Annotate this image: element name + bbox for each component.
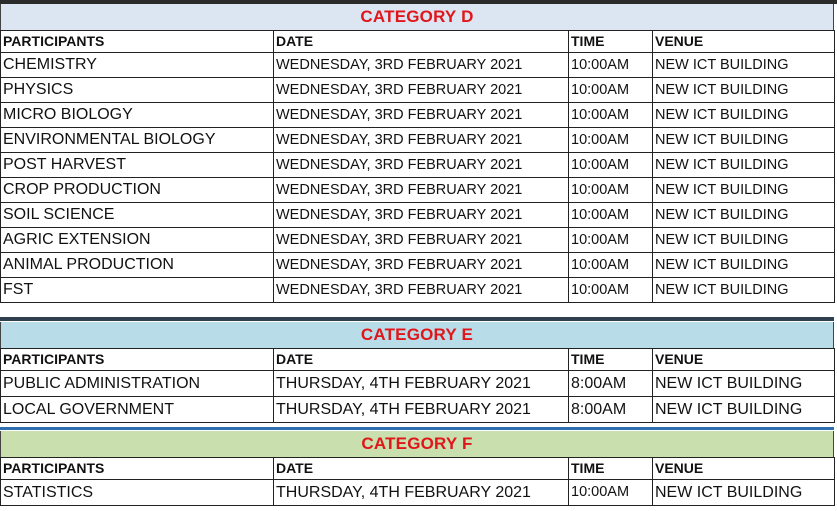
venue-cell: NEW ICT BUILDING: [653, 480, 835, 506]
time-cell: 10:00AM: [569, 480, 653, 506]
table-row: [1, 103, 835, 128]
table-header-row: [1, 349, 835, 371]
header-date: DATE: [274, 349, 569, 371]
time-cell: 10:00AM: [569, 178, 653, 203]
participants-cell: FST: [1, 278, 274, 303]
table-row: [1, 153, 835, 178]
participants-cell: POST HARVEST: [1, 153, 274, 178]
participants-cell: PHYSICS: [1, 78, 274, 103]
table-row: [1, 178, 835, 203]
date-cell: WEDNESDAY, 3RD FEBRUARY 2021: [274, 178, 569, 203]
date-cell: WEDNESDAY, 3RD FEBRUARY 2021: [274, 78, 569, 103]
table-row: [1, 480, 835, 506]
header-time: TIME: [569, 31, 653, 53]
table-row: [1, 78, 835, 103]
participants-cell: CHEMISTRY: [1, 53, 274, 78]
table-row: [1, 203, 835, 228]
header-time: TIME: [569, 458, 653, 480]
date-cell: WEDNESDAY, 3RD FEBRUARY 2021: [274, 278, 569, 303]
table-row: [1, 53, 835, 78]
table-row: [1, 371, 835, 397]
venue-cell: NEW ICT BUILDING: [653, 153, 835, 178]
venue-cell: NEW ICT BUILDING: [653, 253, 835, 278]
venue-cell: NEW ICT BUILDING: [653, 228, 835, 253]
time-cell: 8:00AM: [569, 397, 653, 423]
time-cell: 10:00AM: [569, 203, 653, 228]
table-row: [1, 253, 835, 278]
category-f-section: [0, 431, 834, 506]
venue-cell: NEW ICT BUILDING: [653, 53, 835, 78]
participants-cell: SOIL SCIENCE: [1, 203, 274, 228]
section-divider: [0, 317, 834, 321]
header-venue: VENUE: [653, 31, 835, 53]
header-participants: PARTICIPANTS: [1, 458, 274, 480]
category-e-section: [0, 322, 834, 423]
date-cell: WEDNESDAY, 3RD FEBRUARY 2021: [274, 53, 569, 78]
header-participants: PARTICIPANTS: [1, 31, 274, 53]
venue-cell: NEW ICT BUILDING: [653, 397, 835, 423]
header-participants: PARTICIPANTS: [1, 349, 274, 371]
table-header-row: [1, 458, 835, 480]
participants-cell: LOCAL GOVERNMENT: [1, 397, 274, 423]
section-divider: [0, 427, 834, 430]
time-cell: 10:00AM: [569, 53, 653, 78]
time-cell: 10:00AM: [569, 278, 653, 303]
venue-cell: NEW ICT BUILDING: [653, 203, 835, 228]
venue-cell: NEW ICT BUILDING: [653, 128, 835, 153]
date-cell: WEDNESDAY, 3RD FEBRUARY 2021: [274, 128, 569, 153]
date-cell: WEDNESDAY, 3RD FEBRUARY 2021: [274, 153, 569, 178]
category-e-header: [0, 322, 834, 348]
table-row: [1, 228, 835, 253]
venue-cell: NEW ICT BUILDING: [653, 278, 835, 303]
category-d-title: CATEGORY D: [360, 7, 474, 26]
category-f-title: CATEGORY F: [361, 434, 473, 453]
date-cell: THURSDAY, 4TH FEBRUARY 2021: [274, 397, 569, 423]
date-cell: THURSDAY, 4TH FEBRUARY 2021: [274, 480, 569, 506]
venue-cell: NEW ICT BUILDING: [653, 103, 835, 128]
participants-cell: PUBLIC ADMINISTRATION: [1, 371, 274, 397]
time-cell: 8:00AM: [569, 371, 653, 397]
header-time: TIME: [569, 349, 653, 371]
date-cell: WEDNESDAY, 3RD FEBRUARY 2021: [274, 253, 569, 278]
participants-cell: CROP PRODUCTION: [1, 178, 274, 203]
date-cell: THURSDAY, 4TH FEBRUARY 2021: [274, 371, 569, 397]
header-date: DATE: [274, 31, 569, 53]
date-cell: WEDNESDAY, 3RD FEBRUARY 2021: [274, 228, 569, 253]
category-e-title: CATEGORY E: [360, 325, 474, 344]
time-cell: 10:00AM: [569, 228, 653, 253]
table-row: [1, 128, 835, 153]
participants-cell: ENVIRONMENTAL BIOLOGY: [1, 128, 274, 153]
header-venue: VENUE: [653, 349, 835, 371]
table-row: [1, 278, 835, 303]
participants-cell: AGRIC EXTENSION: [1, 228, 274, 253]
table-row: [1, 397, 835, 423]
time-cell: 10:00AM: [569, 78, 653, 103]
table-header-row: [1, 31, 835, 53]
participants-cell: STATISTICS: [1, 480, 274, 506]
participants-cell: ANIMAL PRODUCTION: [1, 253, 274, 278]
time-cell: 10:00AM: [569, 103, 653, 128]
venue-cell: NEW ICT BUILDING: [653, 371, 835, 397]
category-f-table: [0, 457, 835, 506]
category-d-section: [0, 4, 834, 303]
time-cell: 10:00AM: [569, 253, 653, 278]
time-cell: 10:00AM: [569, 153, 653, 178]
time-cell: 10:00AM: [569, 128, 653, 153]
date-cell: WEDNESDAY, 3RD FEBRUARY 2021: [274, 203, 569, 228]
category-e-table: [0, 348, 835, 423]
category-d-table: [0, 30, 835, 303]
venue-cell: NEW ICT BUILDING: [653, 78, 835, 103]
category-d-header: [0, 4, 834, 30]
date-cell: WEDNESDAY, 3RD FEBRUARY 2021: [274, 103, 569, 128]
header-date: DATE: [274, 458, 569, 480]
category-f-header: [0, 431, 834, 457]
header-venue: VENUE: [653, 458, 835, 480]
participants-cell: MICRO BIOLOGY: [1, 103, 274, 128]
venue-cell: NEW ICT BUILDING: [653, 178, 835, 203]
